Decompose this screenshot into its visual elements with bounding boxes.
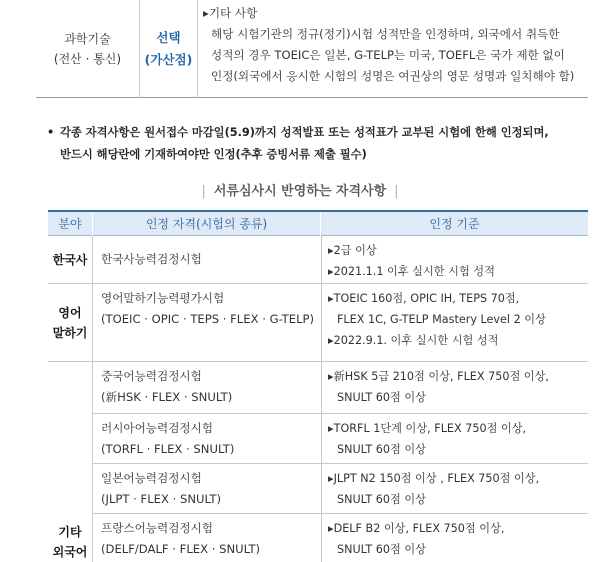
criteria-cell	[321, 464, 589, 513]
exam-name	[101, 468, 315, 510]
criteria-cell	[321, 514, 589, 562]
other-notes-line: 성적의 경우 TOEIC은 일본, G-TELP는 미국, TOEFL은 국가 제한 없이	[211, 48, 565, 62]
category-label: 말하기	[52, 325, 88, 340]
exam-line: (新HSK · FLEX · SNULT)	[101, 390, 233, 404]
exam-line: 영어말하기능력평가시험	[101, 291, 225, 305]
field-name: 과학기술	[64, 32, 111, 46]
other-notes-line: 인정(외국에서 응시한 시험의 성명은 여권상의 영문 성명과 일치해야 함)	[211, 69, 575, 83]
criteria-line: SNULT 60점 이상	[337, 391, 426, 404]
title-bar-right: |	[394, 184, 399, 199]
table-row	[92, 362, 588, 414]
exam-line: (TOEIC · OPIC · TEPS · FLEX · G-TELP)	[101, 312, 315, 326]
exam-name	[101, 366, 315, 408]
exam-line: (JLPT · FLEX · SNULT)	[101, 492, 221, 506]
criteria-line: ▸新HSK 5급 210점 이상, FLEX 750점 이상,	[328, 370, 549, 383]
exam-line: (DELF/DALF · FLEX · SNULT)	[101, 542, 261, 556]
table-header	[48, 210, 588, 236]
notice-line: 각종 자격사항은 원서접수 마감일(5.9)까지 성적발표 또는 성적표가 교부된 시험에 한해 인정되며,	[60, 126, 549, 139]
criteria-line: FLEX 1C, G-TELP Mastery Level 2 이상	[337, 313, 546, 326]
section-title	[0, 180, 600, 199]
table-row	[92, 414, 588, 464]
criteria-cell	[321, 284, 589, 361]
criteria-line: SNULT 60점 이상	[337, 443, 426, 456]
exam-line: 중국어능력검정시험	[101, 369, 202, 383]
category-label: 기타	[58, 525, 82, 539]
table-row	[92, 236, 588, 284]
exam-line: 러시아어능력검정시험	[101, 421, 213, 435]
other-notes-cell	[203, 3, 588, 87]
table-row	[92, 514, 588, 562]
other-notes-heading: ▸기타 사항	[203, 6, 258, 20]
notice-paragraph	[47, 122, 590, 166]
exam-line: 일본어능력검정시험	[101, 471, 202, 485]
category-korean-history	[48, 236, 92, 284]
other-notes-line: 해당 시험기관의 정규(정기)시험 성적만을 인정하며, 외국에서 취득한	[211, 27, 560, 41]
category-other-languages	[48, 362, 92, 562]
criteria-line: ▸2021.1.1 이후 실시한 시험 성적	[328, 265, 495, 278]
category-label: 영어	[58, 305, 82, 320]
notice-bullet: •	[47, 126, 55, 139]
criteria-line: SNULT 60점 이상	[337, 543, 426, 556]
exam-line: (TORFL · FLEX · SNULT)	[101, 442, 235, 456]
notice-line: 반드시 해당란에 기재하여야만 인정(추후 증빙서류 제출 필수)	[60, 148, 367, 161]
type-cell	[140, 0, 198, 98]
exam-line: 프랑스어능력검정시험	[101, 521, 213, 535]
table-row	[92, 284, 588, 362]
category-english-speaking	[48, 284, 92, 362]
criteria-cell	[321, 236, 589, 283]
category-label: 한국사	[52, 252, 88, 267]
criteria-line: ▸2022.9.1. 이후 실시한 시험 성적	[328, 334, 499, 347]
exam-name	[101, 288, 315, 330]
exam-name	[101, 518, 315, 560]
criteria-line: ▸2급 이상	[328, 244, 377, 257]
type-label: 선택	[156, 30, 181, 45]
criteria-line: ▸TOEIC 160점, OPIC IH, TEPS 70점,	[328, 292, 520, 305]
exam-line: 한국사능력검정시험	[101, 252, 202, 266]
criteria-line: ▸JLPT N2 150점 이상 , FLEX 750점 이상,	[328, 472, 540, 485]
criteria-line: SNULT 60점 이상	[337, 493, 426, 506]
header-exam: 인정 자격(시험의 종류)	[92, 212, 320, 236]
field-sub: (전산 · 통신)	[53, 52, 122, 66]
exam-name	[101, 249, 315, 270]
exam-name	[101, 418, 315, 460]
criteria-cell	[321, 362, 589, 413]
header-field: 분야	[58, 217, 82, 231]
section-title-text: 서류심사시 반영하는 자격사항	[213, 184, 387, 199]
header-criteria: 인정 기준	[320, 212, 588, 236]
criteria-cell	[321, 414, 589, 463]
criteria-line: ▸DELF B2 이상, FLEX 750점 이상,	[328, 522, 505, 535]
type-sub: (가산점)	[144, 52, 193, 67]
table-row	[92, 464, 588, 514]
title-bar-left: |	[201, 184, 206, 199]
criteria-line: ▸TORFL 1단계 이상, FLEX 750점 이상,	[328, 422, 527, 435]
top-table-fragment	[36, 0, 588, 98]
field-cell	[36, 0, 140, 98]
category-label: 외국어	[52, 545, 88, 559]
